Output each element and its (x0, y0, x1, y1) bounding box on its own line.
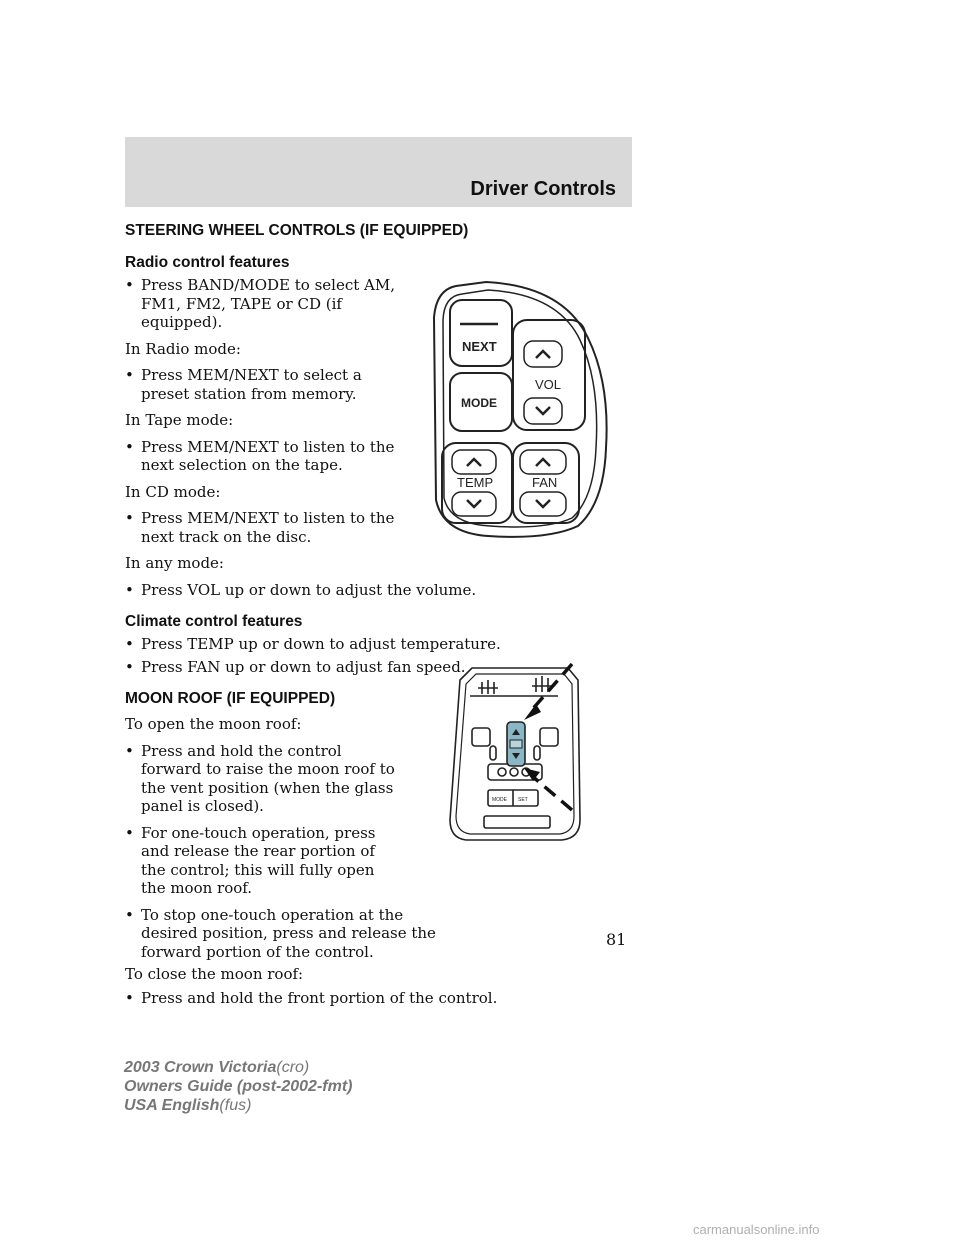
reading-lamp-left-button (472, 728, 490, 746)
subheading-radio: Radio control features (125, 254, 290, 271)
sunvisor-left-icon (478, 680, 498, 694)
bullet-fan: • Press FAN up or down to adjust fan speed. (125, 657, 466, 676)
temp-up-chevron-icon (467, 459, 481, 466)
bullet-radio-mode: • Press MEM/NEXT to select a preset station from memory. (125, 366, 362, 403)
label-close-moonroof: To close the moon roof: (125, 965, 304, 983)
vol-up-key (524, 341, 562, 367)
fan-up-key (520, 450, 566, 474)
temp-down-key (452, 492, 496, 516)
bullet-temp: • Press TEMP up or down to adjust temperature. (125, 635, 501, 653)
header-band (125, 137, 632, 207)
mode-label: MODE (461, 396, 497, 410)
footer-model: 2003 Crown Victoria (124, 1059, 277, 1076)
bullet-one-touch: • For one-touch operation, press and release the rear portion of the control; this will fully open the moon roof. (125, 823, 376, 897)
vol-label: VOL (535, 377, 562, 392)
moonroof-console-illustration (446, 660, 586, 846)
footer-guide: Owners Guide (post-2002-fmt) (124, 1078, 353, 1095)
watermark: carmanualsonline.info (693, 1222, 820, 1237)
temp-label: TEMP (457, 475, 494, 490)
forward-arrow-head-icon (524, 704, 541, 720)
bullet-tape-mode: • Press MEM/NEXT to listen to the next selection on the tape. (125, 437, 395, 474)
page-number: 81 (606, 930, 627, 949)
console-set-label: SET (518, 797, 528, 803)
fan-up-chevron-icon (536, 459, 550, 466)
console-mode-label: MODE (492, 797, 507, 803)
vol-down-key (524, 398, 562, 424)
subheading-climate: Climate control features (125, 613, 303, 630)
fan-down-chevron-icon (536, 500, 550, 507)
next-button (450, 300, 512, 366)
reading-lamp-right-button (540, 728, 558, 746)
bullet-vent: • Press and hold the control forward to raise the moon roof to the vent position (when the glass panel is closed). (125, 741, 395, 815)
footer-model-code: (cro) (276, 1059, 310, 1076)
steering-wheel-controls-illustration (428, 278, 608, 538)
temp-down-chevron-icon (467, 500, 481, 507)
fan-down-key (520, 492, 566, 516)
bullet-cd-mode: • Press MEM/NEXT to listen to the next track on the disc. (125, 509, 395, 546)
section-heading-moonroof: MOON ROOF (IF EQUIPPED) (125, 690, 336, 707)
fan-label: FAN (532, 475, 558, 490)
label-cd-mode: In CD mode: (125, 482, 221, 501)
label-open-moonroof: To open the moon roof: (125, 715, 302, 733)
label-tape-mode: In Tape mode: (125, 411, 234, 429)
bullet-close: • Press and hold the front portion of the control. (125, 988, 498, 1007)
bullet-band-mode: • Press BAND/MODE to select AM, FM1, FM2, TAPE or CD (if equipped). (125, 276, 395, 331)
next-label: NEXT (462, 339, 497, 354)
moonroof-switch[interactable] (507, 722, 525, 766)
bullet-any-mode: • Press VOL up or down to adjust the volume. (125, 580, 477, 599)
page-header-title: Driver Controls (470, 178, 616, 200)
footer-language-code: (fus) (219, 1097, 252, 1114)
label-any-mode: In any mode: (125, 554, 224, 572)
document-footer (124, 1058, 352, 1115)
storage-bin (484, 816, 550, 828)
vol-up-chevron-icon (536, 351, 550, 358)
label-radio-mode: In Radio mode: (125, 339, 241, 358)
section-heading-steering: STEERING WHEEL CONTROLS (IF EQUIPPED) (125, 222, 469, 239)
footer-language: USA English (124, 1097, 220, 1114)
bullet-stop-one-touch: • To stop one-touch operation at the desired position, press and release the forward portion of the control. (125, 905, 436, 961)
vol-down-chevron-icon (536, 407, 550, 414)
temp-up-key (452, 450, 496, 474)
